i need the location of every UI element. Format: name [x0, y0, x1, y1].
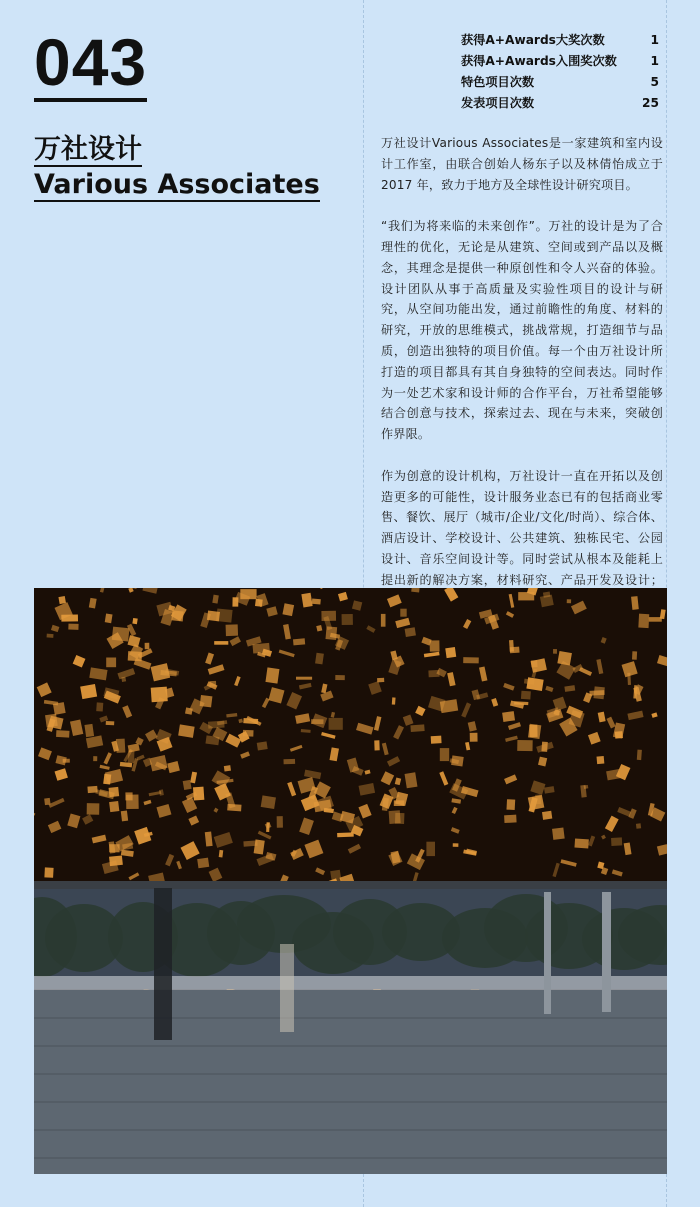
map-block [178, 724, 194, 737]
map-block [116, 739, 125, 753]
map-block [552, 828, 565, 840]
stat-value: 25 [642, 96, 659, 110]
map-block [553, 649, 557, 654]
map-block [528, 724, 541, 739]
stat-value: 1 [650, 33, 659, 47]
stat-label: 获得A+Awards大奖次数 [461, 33, 605, 47]
map-block [109, 787, 120, 797]
map-block [389, 810, 401, 824]
paragraph: 万社设计Various Associates是一家建筑和室内设计工作室，由联合创始人杨东子以及林倩怡成立于2017 年，致力于地方及全球性设计研究项目。 [381, 136, 663, 192]
column [602, 892, 611, 1012]
map-block [207, 610, 220, 621]
column [544, 892, 551, 1014]
map-block [197, 858, 209, 869]
railing [34, 976, 667, 990]
stat-value: 1 [650, 54, 659, 68]
map-block [183, 780, 192, 790]
map-block [574, 838, 588, 848]
map-block [145, 643, 150, 649]
map-block [47, 634, 54, 638]
map-block [80, 684, 97, 699]
map-block [337, 832, 354, 837]
map-block [463, 657, 479, 663]
map-block [63, 759, 70, 763]
map-block [597, 756, 605, 764]
map-block [405, 627, 416, 637]
map-block [521, 691, 531, 700]
map-block [517, 740, 532, 751]
map-block [611, 837, 622, 846]
map-block [257, 741, 268, 750]
studio-name-en: Various Associates [34, 169, 320, 200]
map-block [470, 733, 478, 742]
map-block [261, 795, 276, 809]
map-block [426, 842, 435, 856]
map-block [627, 673, 631, 685]
stat-label: 特色项目次数 [461, 75, 535, 89]
map-block [293, 638, 305, 645]
map-block [374, 740, 379, 750]
map-block [171, 610, 183, 621]
map-block [93, 756, 97, 761]
map-block [44, 867, 53, 877]
map-block [254, 839, 265, 854]
studio-title [34, 132, 320, 202]
map-block [200, 695, 213, 707]
map-block [87, 803, 100, 815]
map-block [283, 759, 295, 764]
stat-row [461, 51, 659, 72]
map-block [430, 640, 440, 651]
award-stats [461, 30, 659, 114]
map-block [45, 714, 58, 728]
map-block [377, 678, 384, 683]
figure-blur [154, 888, 172, 1040]
map-block [381, 614, 386, 627]
stat-row [461, 72, 659, 93]
map-block [227, 804, 241, 812]
map-block [394, 800, 405, 806]
project-photo-illustration [34, 588, 667, 1174]
map-block [428, 670, 439, 677]
map-block [224, 765, 231, 771]
map-block [266, 822, 270, 832]
map-block [392, 697, 396, 704]
map-block [121, 811, 128, 822]
map-block [185, 707, 193, 714]
tree-line [34, 894, 667, 977]
map-block [410, 724, 424, 732]
map-block [56, 730, 69, 737]
map-block [105, 613, 113, 623]
stat-row [461, 93, 659, 114]
description [381, 133, 663, 632]
map-block [243, 730, 254, 737]
map-block [106, 721, 115, 725]
map-block [589, 690, 604, 695]
map-block [445, 647, 456, 658]
map-block [106, 658, 116, 668]
map-block [431, 736, 442, 744]
map-block [504, 815, 516, 823]
project-photo [34, 588, 667, 1174]
map-block [214, 641, 228, 645]
stat-row [461, 30, 659, 51]
map-block [502, 711, 515, 722]
stat-label: 发表项目次数 [461, 96, 535, 110]
stat-value: 5 [650, 75, 659, 89]
map-block [632, 651, 637, 660]
map-block [542, 811, 552, 820]
map-block [96, 702, 103, 711]
map-block [509, 640, 514, 652]
map-block [649, 617, 662, 622]
map-block [240, 589, 256, 599]
map-block [311, 719, 323, 724]
map-block [342, 614, 353, 625]
map-block [637, 750, 642, 760]
map-block [329, 718, 343, 730]
canopy-edge [34, 881, 667, 889]
map-block [315, 653, 324, 665]
map-block [265, 667, 279, 683]
studio-name-cn: 万社设计 [34, 134, 142, 165]
map-block [638, 614, 649, 628]
map-block [453, 843, 459, 847]
map-block [312, 598, 321, 604]
map-block [84, 724, 94, 737]
map-block [400, 609, 406, 617]
map-block [636, 823, 641, 829]
map-block [405, 772, 418, 788]
map-block [506, 799, 515, 810]
map-block [109, 801, 119, 812]
map-block [615, 731, 623, 739]
map-block [584, 785, 589, 789]
map-block [68, 624, 78, 630]
map-block [277, 816, 283, 828]
paragraph: “我们为将来临的未来创作”。万社的设计是为了合理性的优化，无论是从建筑、空间或到产品以及概念，其理念是提供一种原创性和令人兴奋的体验。设计团队从事于高质量及实验性项目的设计与研究，从空间功能出发，通过前瞻性的角度、材料的研究，开放的思维模式，挑战常规，打造细节与品质，创造出独特的项目价值。每一个由万社设计所打造的项目都具有其自身独特的空间表达。同时作为一处艺术家和设计师的合作平台，万社希望能够结合创意与技术，探索过去、现在与未来，突破创作界限。 [381, 219, 663, 442]
map-block [335, 675, 345, 680]
map-block [58, 596, 66, 604]
map-block [226, 624, 238, 636]
stat-label: 获得A+Awards入围奖次数 [461, 54, 617, 68]
map-block [125, 792, 132, 800]
map-block [53, 702, 66, 715]
map-block [535, 795, 541, 805]
figure-blur [280, 944, 294, 1032]
map-block [151, 687, 168, 703]
map-block [567, 599, 571, 603]
entry-number: 043 [34, 28, 147, 102]
map-block [631, 596, 639, 610]
map-block [296, 677, 312, 680]
map-block [518, 592, 534, 600]
paragraph: 作为创意的设计机构，万社设计一直在开拓以及创造更多的可能性，设计服务业态已有的包括商业零售、餐饮、展厅（城市/企业/文化/时尚）、综合体、酒店设计、学校设计、公共建筑、独栋民宅、公园设计、音乐空间设计等。同时尝试从根本及能耗上提出新的解决方案，材料研究、产品开发及设计； [381, 468, 663, 587]
map-block [440, 748, 449, 761]
map-block [132, 618, 137, 624]
map-block [321, 611, 336, 621]
